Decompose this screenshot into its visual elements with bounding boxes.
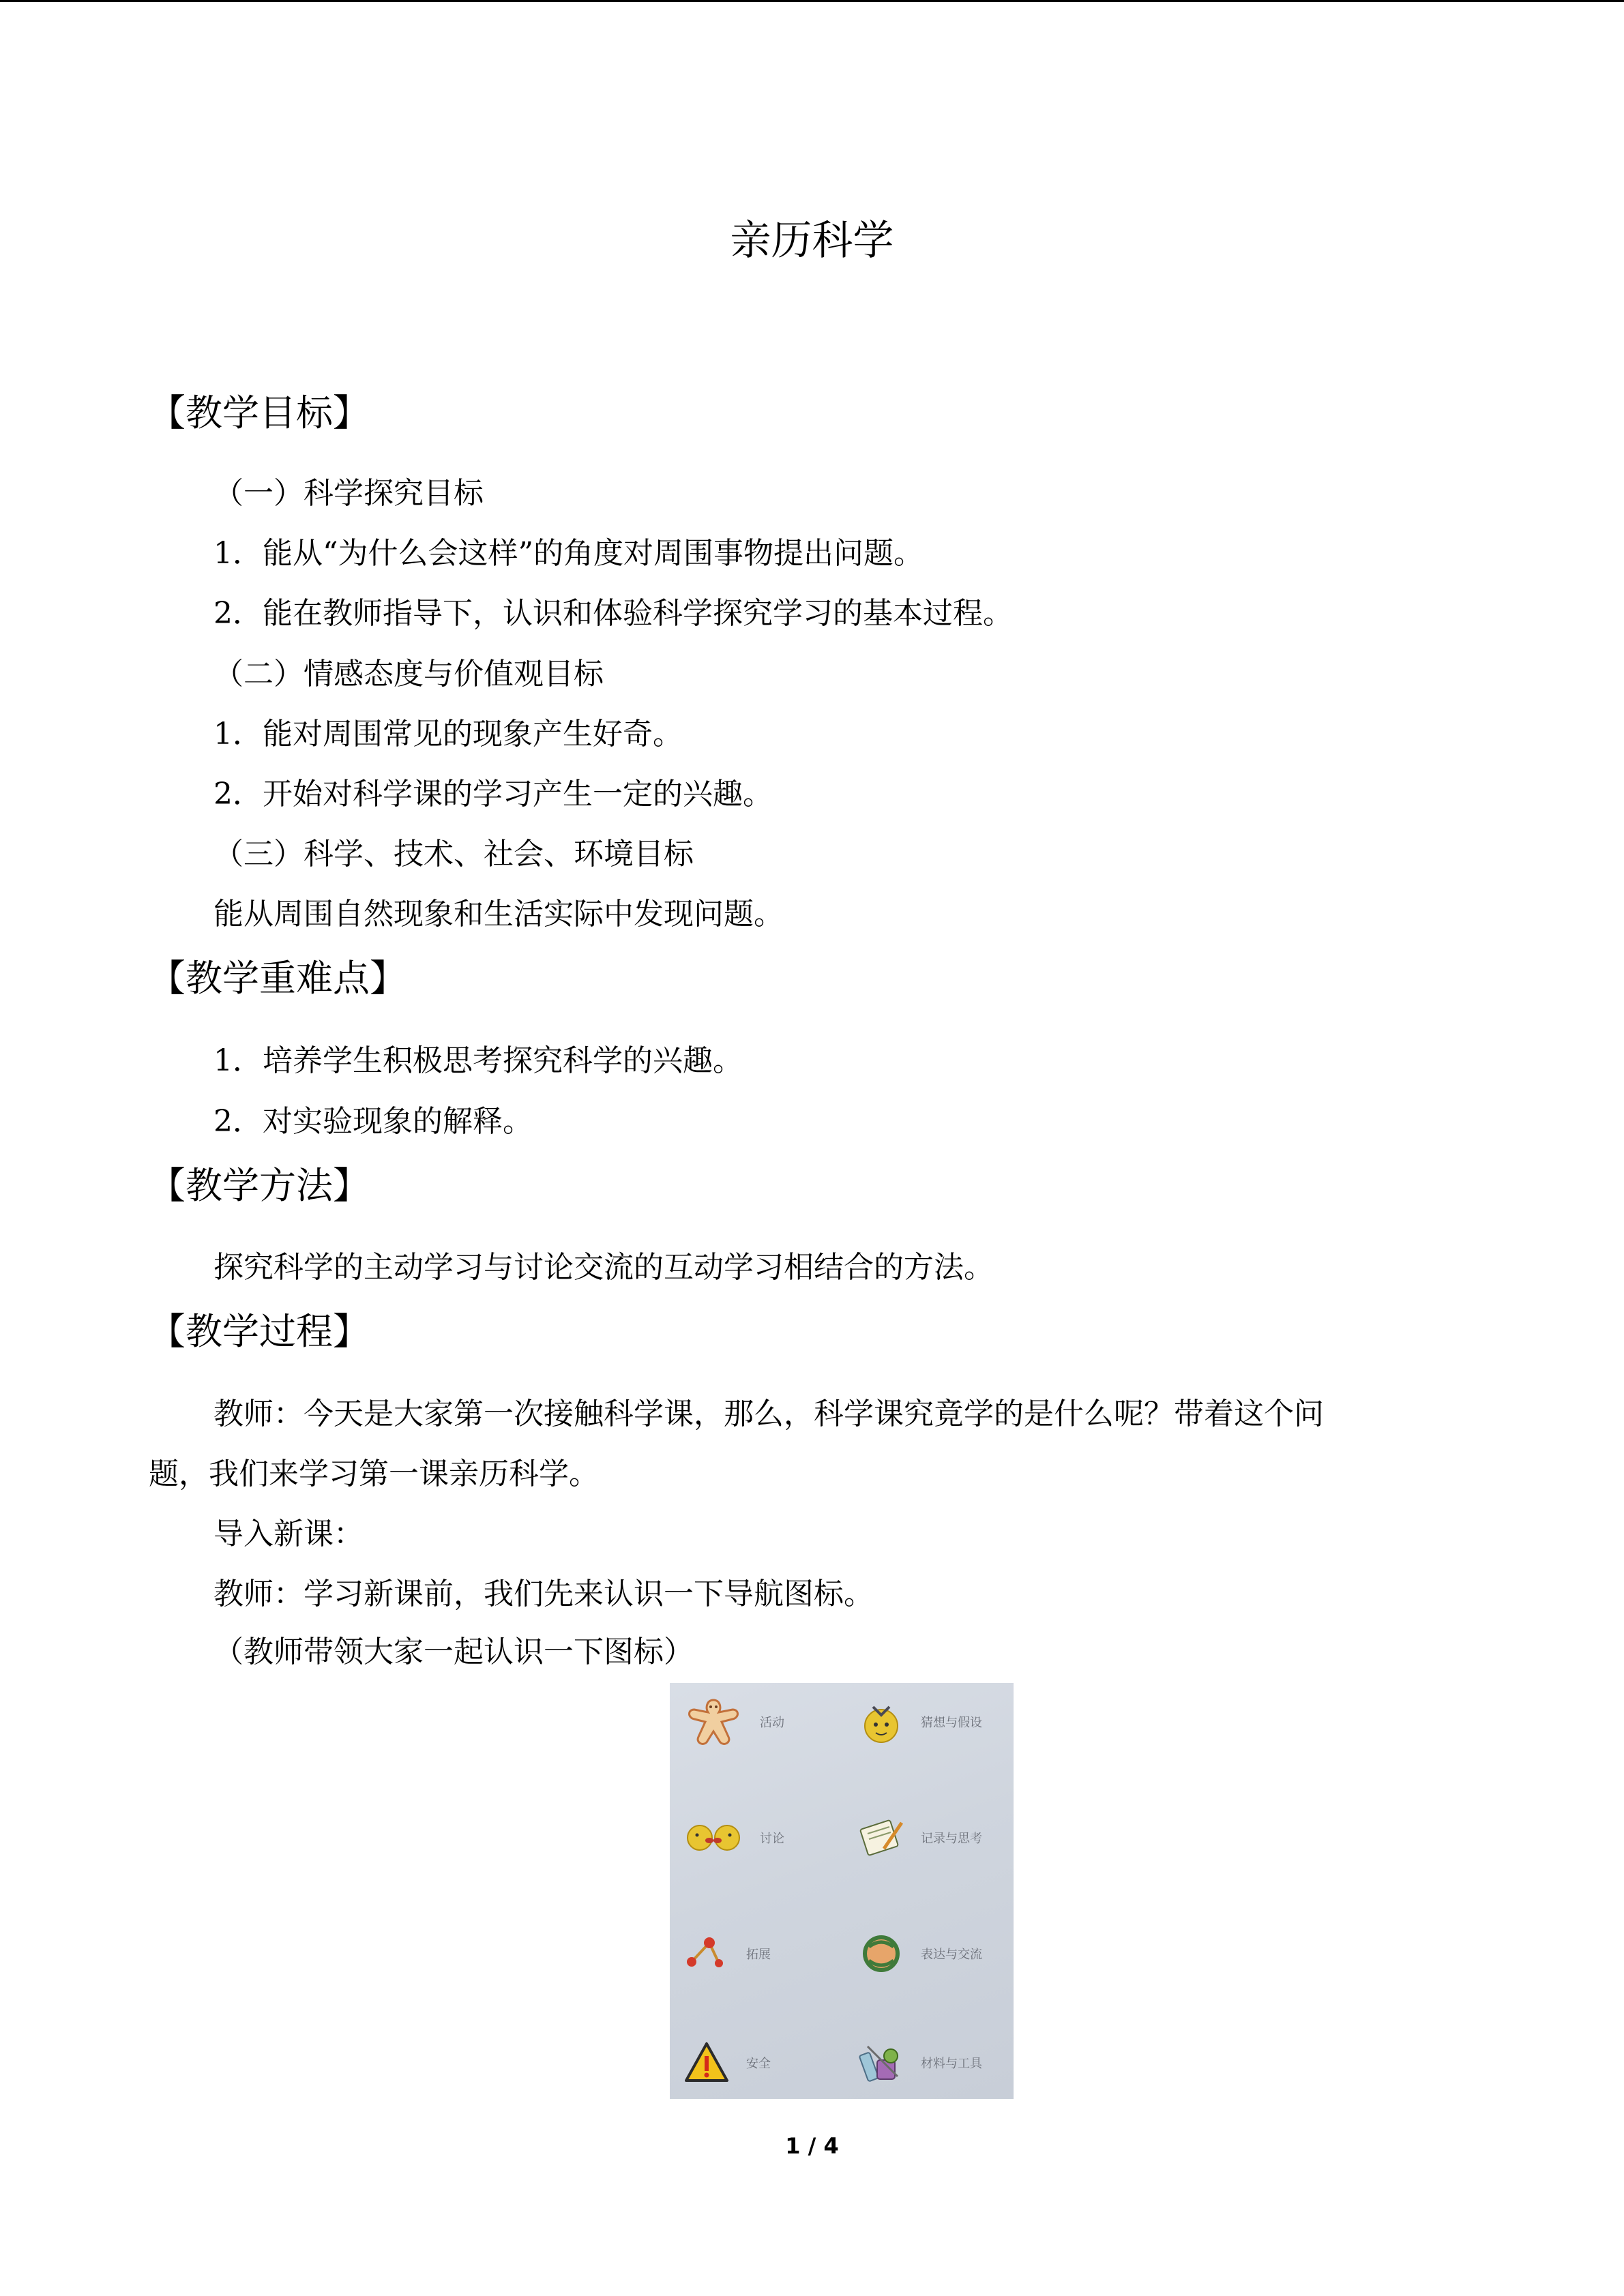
guess-hypothesis-icon <box>854 1695 909 1749</box>
icon-label: 猜想与假设 <box>921 1716 982 1730</box>
page-number: 1 / 4 <box>785 2133 839 2159</box>
goals-line: 能从周围自然现象和生活实际中发现问题。 <box>213 897 784 931</box>
process-line: 导入新课： <box>213 1517 364 1551</box>
safety-icon <box>679 2036 734 2090</box>
discussion-icon <box>679 1810 748 1865</box>
goals-line: 1．能对周围常见的现象产生好奇。 <box>213 717 683 751</box>
icon-label: 讨论 <box>760 1832 784 1846</box>
icon-cell-guess-hypothesis <box>854 1691 982 1753</box>
icon-cell-materials-tools <box>854 2032 982 2093</box>
icon-cell-safety <box>679 2032 771 2093</box>
extension-icon <box>679 1926 734 1981</box>
section-heading-methods: 【教学方法】 <box>149 1164 370 1207</box>
icon-cell-discussion <box>679 1807 784 1868</box>
methods-line: 探究科学的主动学习与讨论交流的互动学习相结合的方法。 <box>213 1250 994 1285</box>
key-points-line: 1．培养学生积极思考探究科学的兴趣。 <box>213 1043 743 1078</box>
process-line: （教师带领大家一起认识一下图标） <box>213 1635 694 1669</box>
process-line: 题，我们来学习第一课亲历科学。 <box>149 1457 599 1491</box>
goals-line: 2．开始对科学课的学习产生一定的兴趣。 <box>213 777 773 811</box>
icon-label: 记录与思考 <box>921 1832 982 1846</box>
process-line: 教师：今天是大家第一次接触科学课，那么，科学课究竟学的是什么呢？带着这个问 <box>213 1397 1324 1431</box>
icon-label: 安全 <box>746 2057 771 2071</box>
key-points-line: 2．对实验现象的解释。 <box>213 1104 533 1139</box>
process-line: 教师：学习新课前，我们先来认识一下导航图标。 <box>213 1577 874 1611</box>
icon-label: 材料与工具 <box>921 2057 982 2071</box>
icon-label: 活动 <box>760 1716 784 1730</box>
goals-line: （三）科学、技术、社会、环境目标 <box>213 837 694 871</box>
icon-cell-record-think <box>854 1807 982 1868</box>
goals-line: 1．能从“为什么会这样”的角度对周围事物提出问题。 <box>213 536 924 571</box>
section-heading-process: 【教学过程】 <box>149 1310 370 1353</box>
icon-label: 拓展 <box>746 1948 771 1962</box>
activity-icon <box>679 1695 748 1749</box>
icon-label: 表达与交流 <box>921 1948 982 1962</box>
icon-cell-express-exchange <box>854 1923 982 1984</box>
goals-line: （一）科学探究目标 <box>213 476 484 511</box>
section-heading-goals: 【教学目标】 <box>149 391 370 434</box>
icon-cell-activity <box>679 1691 784 1753</box>
navigation-icons-figure <box>670 1683 1014 2099</box>
page-top-border <box>0 0 1624 2</box>
document-title: 亲历科学 <box>730 217 894 265</box>
icon-cell-extension <box>679 1923 771 1984</box>
goals-line: 2．能在教师指导下，认识和体验科学探究学习的基本过程。 <box>213 596 1013 631</box>
materials-tools-icon <box>854 2036 909 2090</box>
record-think-icon <box>854 1810 909 1865</box>
section-heading-key-points: 【教学重难点】 <box>149 957 407 1000</box>
goals-line: （二）情感态度与价值观目标 <box>213 657 604 691</box>
express-exchange-icon <box>854 1926 909 1981</box>
